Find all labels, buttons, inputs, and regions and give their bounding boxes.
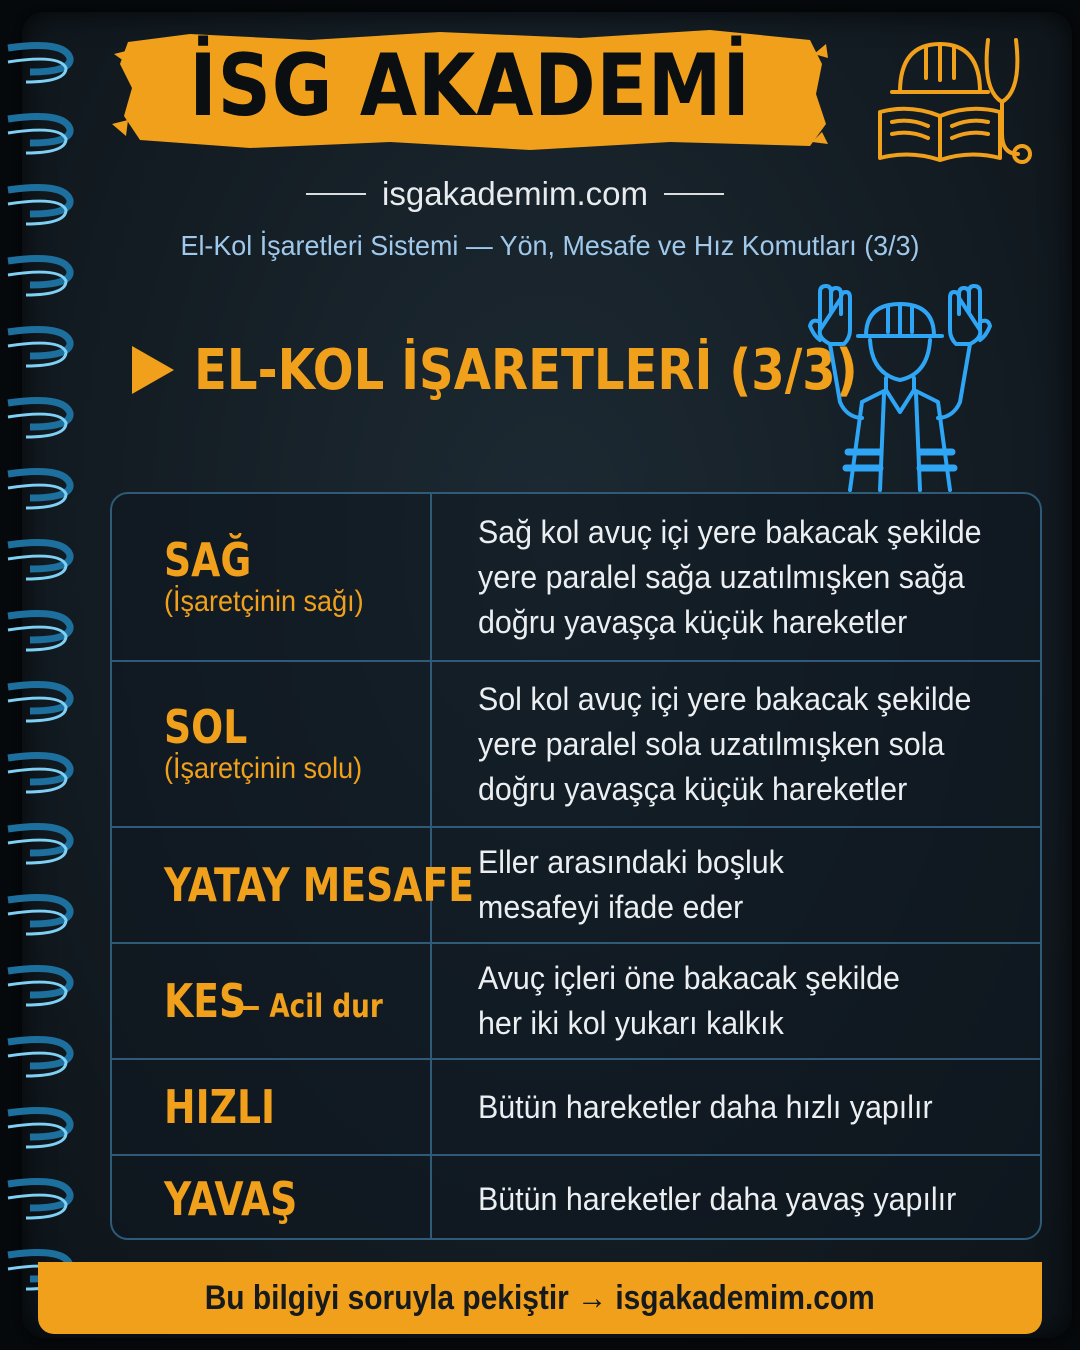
spiral-ring bbox=[8, 472, 70, 508]
signal-term: YAVAŞ bbox=[164, 1171, 298, 1226]
signal-description: Avuç içleri öne bakacak şekilde her iki kol yukarı kalkık bbox=[478, 960, 900, 1041]
signal-term-cell bbox=[112, 1060, 432, 1154]
signal-term-cell bbox=[112, 662, 432, 826]
signal-description: Sol kol avuç içi yere bakacak şekilde yere paralel sola uzatılmışken sola doğru yavaşça küçük hareketler bbox=[478, 680, 972, 807]
signal-description-cell bbox=[432, 1060, 1040, 1154]
signal-term-cell bbox=[112, 494, 432, 660]
subtitle: El-Kol İşaretleri Sistemi — Yön, Mesafe ve Hız Komutları (3/3) bbox=[180, 230, 920, 261]
signal-term-cell bbox=[112, 1156, 432, 1240]
brand-banner bbox=[110, 24, 830, 154]
signal-term-cell bbox=[112, 944, 432, 1058]
signal-description-cell bbox=[432, 1156, 1040, 1240]
spiral-ring bbox=[8, 1111, 70, 1147]
spiral-ring bbox=[8, 259, 70, 295]
signal-term-suffix: — Acil dur bbox=[234, 986, 383, 1025]
worker-raised-hands-icon bbox=[800, 282, 1000, 492]
signal-description: Eller arasındaki boşluk mesafeyi ifade eder bbox=[478, 844, 784, 925]
signal-description-cell bbox=[432, 662, 1040, 826]
spiral-ring bbox=[8, 543, 70, 579]
spiral-ring bbox=[8, 969, 70, 1005]
signal-term-cell bbox=[112, 828, 474, 942]
table-row bbox=[112, 660, 1040, 826]
spiral-ring bbox=[8, 46, 70, 82]
spiral-ring bbox=[8, 1182, 70, 1218]
footer-bar[interactable] bbox=[38, 1262, 1042, 1334]
signal-term-note: (İşaretçinin sağı) bbox=[164, 585, 364, 619]
footer-text: Bu bilgiyi soruyla pekiştir → isgakademim.com bbox=[204, 1278, 876, 1317]
spiral-ring bbox=[8, 401, 70, 437]
signals-table bbox=[110, 492, 1042, 1240]
section-title: EL-KOL İŞARETLERİ (3/3) bbox=[194, 337, 858, 403]
spiral-ring bbox=[8, 898, 70, 934]
spiral-ring bbox=[8, 330, 70, 366]
signal-description: Bütün hareketler daha yavaş yapılır bbox=[478, 1180, 957, 1217]
brand-title: İSG AKADEMİ bbox=[189, 36, 751, 136]
signal-description-cell bbox=[432, 944, 1040, 1058]
spiral-ring bbox=[8, 756, 70, 792]
website-text[interactable]: isgakademim.com bbox=[382, 175, 648, 212]
signal-term: HIZLI bbox=[164, 1079, 276, 1134]
table-row bbox=[112, 942, 1040, 1058]
table-row bbox=[112, 494, 1040, 660]
signal-description-cell bbox=[432, 828, 1040, 942]
signal-term-note: (İşaretçinin solu) bbox=[164, 752, 363, 786]
divider-left bbox=[306, 193, 366, 195]
spiral-ring bbox=[8, 827, 70, 863]
signal-term: KES bbox=[164, 973, 247, 1028]
signal-term-line bbox=[164, 973, 430, 1028]
table-row bbox=[112, 1154, 1040, 1240]
spiral-ring bbox=[8, 685, 70, 721]
spiral-ring bbox=[8, 614, 70, 650]
spiral-ring bbox=[8, 188, 70, 224]
spiral-ring bbox=[8, 1040, 70, 1076]
signal-term: SOL bbox=[164, 699, 248, 754]
signal-term: SAĞ bbox=[164, 532, 252, 587]
table-row bbox=[112, 1058, 1040, 1154]
signal-description: Sağ kol avuç içi yere bakacak şekilde yere paralel sağa uzatılmışken sağa doğru yavaşça küçük hareketler bbox=[478, 513, 982, 640]
play-arrow-icon bbox=[132, 346, 174, 394]
spiral-ring bbox=[8, 117, 70, 153]
table-row bbox=[112, 826, 1040, 942]
signal-term: YATAY MESAFE bbox=[164, 857, 474, 912]
signal-description-cell bbox=[432, 494, 1040, 660]
signal-description: Bütün hareketler daha hızlı yapılır bbox=[478, 1088, 933, 1125]
divider-right bbox=[664, 193, 724, 195]
spiral-binding bbox=[0, 0, 90, 1350]
helmet-book-stethoscope-icon bbox=[870, 30, 1050, 170]
website-line bbox=[300, 172, 730, 216]
